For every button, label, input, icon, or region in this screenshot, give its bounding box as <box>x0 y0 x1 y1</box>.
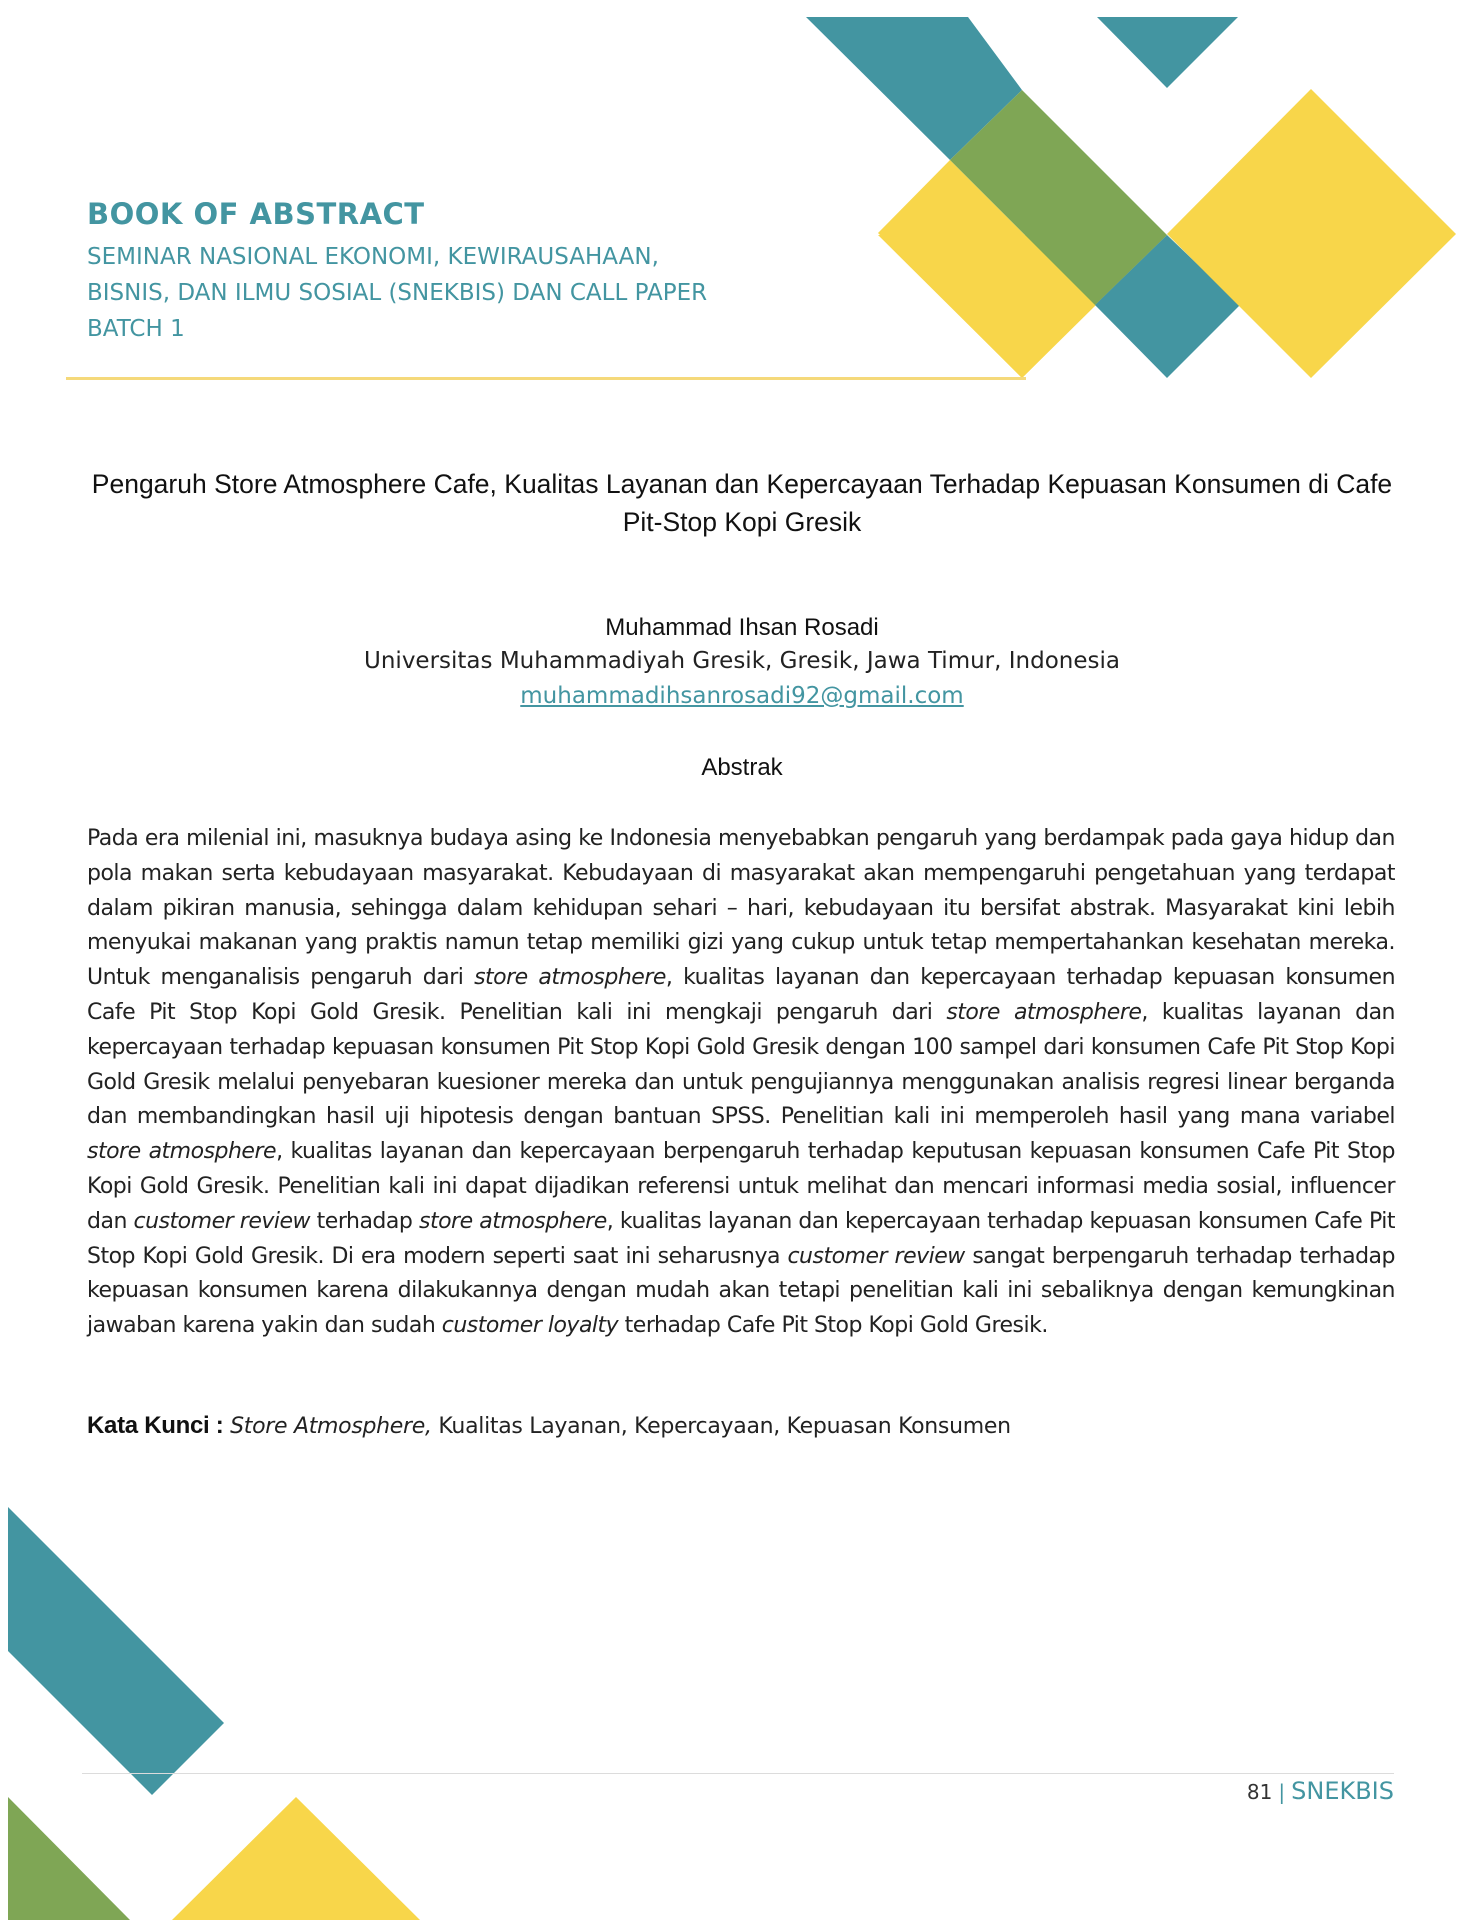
keywords <box>87 1412 1395 1440</box>
abstract-italic-term: store atmosphere <box>946 999 1142 1025</box>
abstract-text: sangat berpengaruh terhadap terhadap kepuasan konsumen karena dilakukannya dengan mudah akan tetapi penelitian kali ini sebaliknya dengan kemungkinan jawaban karena yakin dan sudah <box>87 1243 1395 1339</box>
seminar-line: SEMINAR NASIONAL EKONOMI, KEWIRAUSAHAAN, <box>87 244 659 270</box>
abstract-italic-term: store atmosphere <box>474 965 666 991</box>
author-email <box>0 683 1484 709</box>
page-number: 81 <box>1246 1780 1273 1804</box>
book-header <box>87 197 787 347</box>
author-affiliation: Universitas Muhammadiyah Gresik, Gresik, Jawa Timur, Indonesia <box>364 648 1120 674</box>
seminar-line: BISNIS, DAN ILMU SOSIAL (SNEKBIS) DAN CALL PAPER <box>87 280 708 306</box>
abstract-text: , kualitas layanan dan kepercayaan terhadap kepuasan konsumen Cafe Pit Stop Kopi Gold Gresik. Penelitian kali ini mengkaji pengaruh dari <box>87 965 1396 1025</box>
seminar-name <box>87 239 787 347</box>
footer-divider <box>82 1773 1394 1774</box>
abstract-italic-term: customer review <box>787 1243 965 1269</box>
keywords-label: Kata Kunci : <box>87 1412 224 1439</box>
yellow-triangle-bottom <box>172 1797 420 1920</box>
abstract-text: Pada era milenial ini, masuknya budaya asing ke Indonesia menyebabkan pengaruh yang berdampak pada gaya hidup dan pola makan serta kebudayaan masyarakat. Kebudayaan di masyarakat akan mempengaruhi pengetahuan yang terdapat dalam pikiran manusia, sehingga dalam kehidupan sehari – hari, kebudayaan itu bersifat abstrak. Masyarakat kini lebih menyukai makanan yang praktis namun tetap memiliki gizi yang cukup untuk tetap mempertahankan kesehatan mereka. Untuk menganalisis pengaruh dari <box>87 826 1395 991</box>
page-footer <box>1247 1777 1394 1805</box>
green-triangle-bottom <box>8 1797 130 1920</box>
keywords-list: Kualitas Layanan, Kepercayaan, Kepuasan Konsumen <box>431 1414 1011 1439</box>
teal-band-bottom <box>8 1507 224 1795</box>
email-link[interactable]: muhammadihsanrosadi92@gmail.com <box>520 683 964 709</box>
abstract-text: , kualitas layanan dan kepercayaan terhadap kepuasan konsumen Cafe Pit Stop Kopi Gold Gresik. Di era modern seperti saat ini seharusnya <box>87 1208 1395 1269</box>
abstract-text: , kualitas layanan dan kepercayaan terhadap kepuasan konsumen Pit Stop Kopi Gold Gresik dengan 100 sampel dari konsumen Cafe Pit Stop Kopi Gold Gresik melalui penyebaran kuesioner mereka dan untuk pengujiannya menggunakan analisis regresi linear berganda dan membandingkan hasil uji hipotesis dengan bantuan SPSS. Penelitian kali ini memperoleh hasil yang mana variabel <box>87 999 1395 1130</box>
abstract-italic-term: store atmosphere <box>87 1139 277 1165</box>
abstract-heading: Abstrak <box>701 754 783 781</box>
abstract-text: , kualitas layanan dan kepercayaan berpengaruh terhadap keputusan kepuasan konsumen Cafe Pit Stop Kopi Gold Gresik. Penelitian kali ini dapat dijadikan referensi untuk melihat dan mencari informasi media sosial, influencer dan <box>87 1139 1395 1234</box>
abstract-italic-term: customer review <box>133 1208 311 1234</box>
abstract-italic-term: customer loyalty <box>441 1313 619 1339</box>
abstract-italic-term: store atmosphere <box>418 1208 607 1234</box>
abstract-text: terhadap <box>310 1208 419 1234</box>
footer-brand: SNEKBIS <box>1291 1777 1394 1805</box>
paper-title: Pengaruh Store Atmosphere Cafe, Kualitas Layanan dan Kepercayaan Terhadap Kepuasan Konsumen di Cafe Pit-Stop Kopi Gresik <box>91 469 1393 537</box>
teal-triangle-top <box>1097 17 1238 88</box>
book-title: BOOK OF ABSTRACT <box>87 197 425 231</box>
abstract-body <box>87 822 1395 1344</box>
keywords-italic: Store Atmosphere, <box>230 1414 432 1439</box>
author-name: Muhammad Ihsan Rosadi <box>605 614 879 641</box>
bottom-left-pattern <box>8 1507 420 1920</box>
header-divider <box>66 377 1026 380</box>
top-right-pattern <box>806 17 1456 378</box>
footer-separator: | <box>1278 1780 1286 1804</box>
abstract-text: terhadap Cafe Pit Stop Kopi Gold Gresik. <box>618 1313 1048 1339</box>
seminar-line: BATCH 1 <box>87 316 185 342</box>
